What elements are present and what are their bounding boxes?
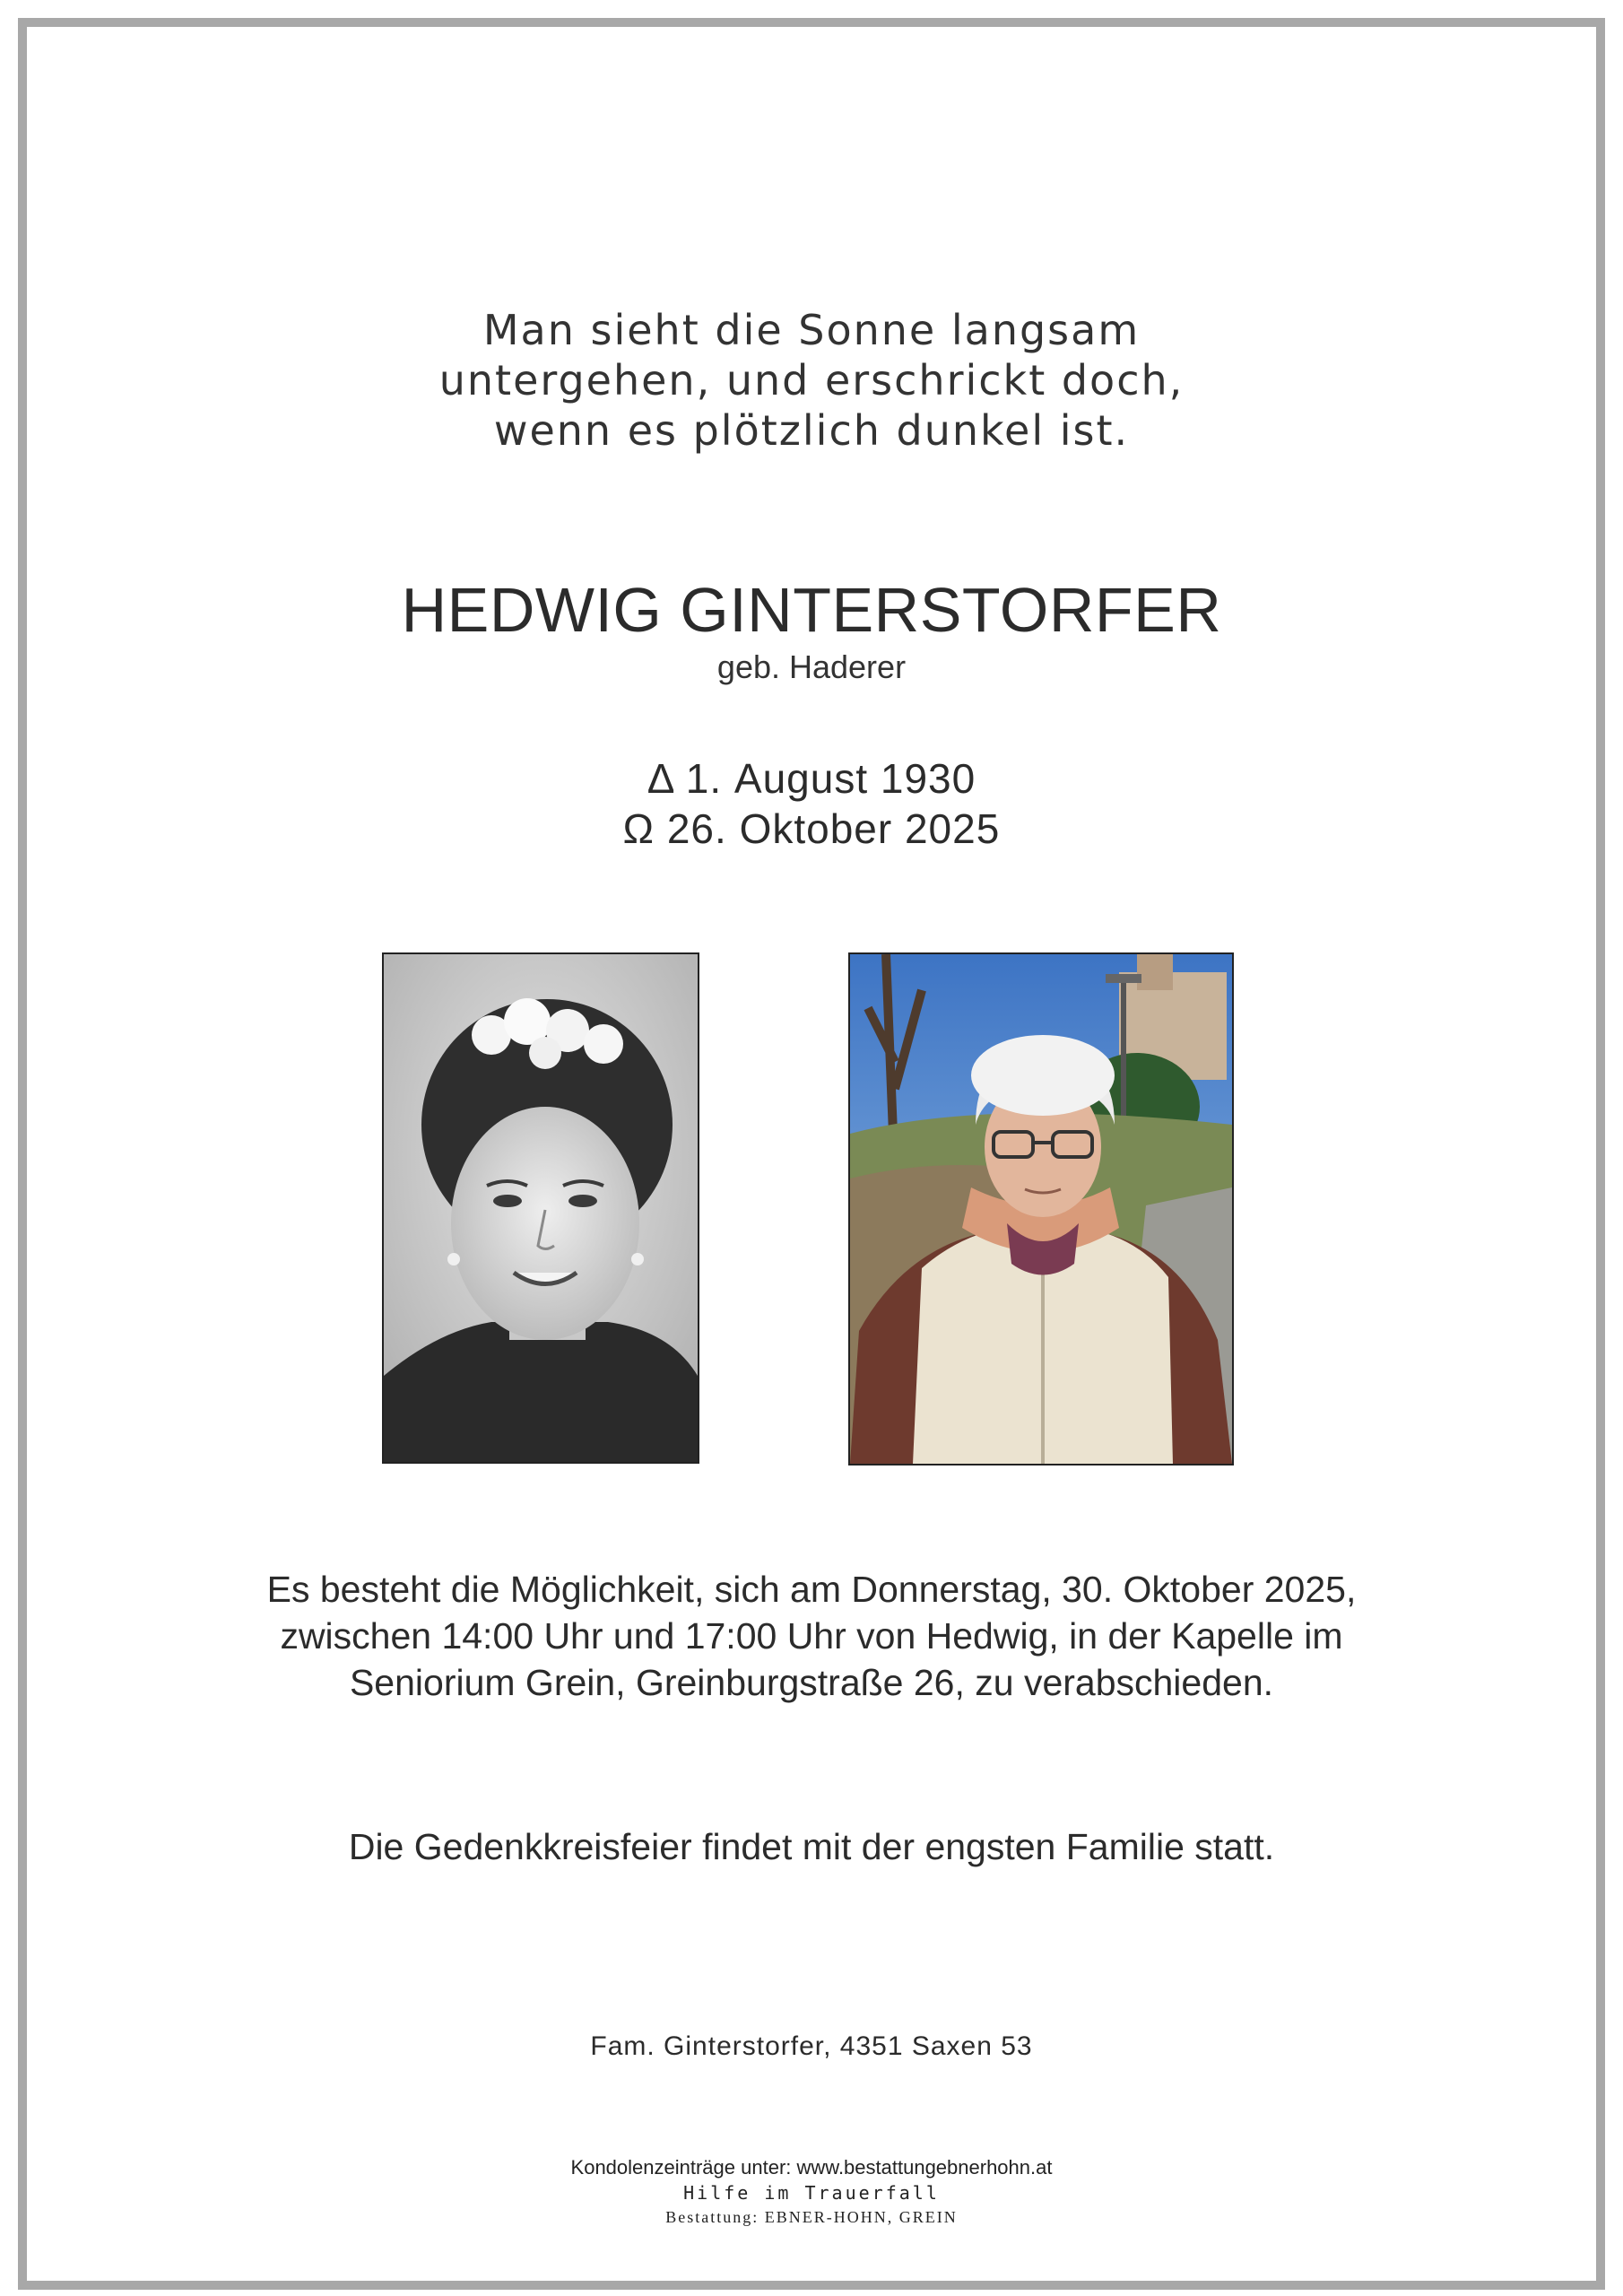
notice-line-3: Seniorium Grein, Greinburgstraße 26, zu verabschieden.: [349, 1662, 1274, 1703]
notice-line-2: zwischen 14:00 Uhr und 17:00 Uhr von Hedwig, in der Kapelle im: [280, 1615, 1343, 1657]
portrait-photo-elderly: [848, 952, 1234, 1465]
death-date: Ω 26. Oktober 2025: [622, 805, 1001, 852]
portrait-elderly-image: [850, 954, 1232, 1464]
portrait-photo-young: [382, 952, 699, 1464]
birth-date: Δ 1. August 1930: [647, 755, 976, 802]
footer-undertaker: Bestattung: EBNER-HOHN, GREIN: [665, 2208, 958, 2226]
condolence-link: Kondolenzeinträge unter: www.bestattungebnerhohn.at: [570, 2156, 1053, 2179]
notice-line-1: Es besteht die Möglichkeit, sich am Donnerstag, 30. Oktober 2025,: [266, 1569, 1357, 1610]
life-dates: [0, 753, 1623, 854]
portrait-young-image: [384, 954, 698, 1462]
maiden-name: geb. Haderer: [716, 648, 907, 685]
verse-line-1: Man sieht die Sonne langsam: [482, 306, 1141, 354]
memorial-verse: [0, 305, 1623, 456]
ceremony-note: Die Gedenkkreisfeier findet mit der engsten Familie statt.: [348, 1826, 1275, 1867]
footer-help: Hilfe im Trauerfall: [683, 2182, 940, 2204]
verse-line-3: wenn es plötzlich dunkel ist.: [493, 406, 1130, 455]
farewell-notice: [0, 1566, 1623, 1706]
family-address: Fam. Ginterstorfer, 4351 Saxen 53: [590, 2031, 1033, 2061]
deceased-name: HEDWIG GINTERSTORFER: [401, 575, 1222, 645]
verse-line-2: untergehen, und erschrickt doch,: [438, 356, 1185, 404]
